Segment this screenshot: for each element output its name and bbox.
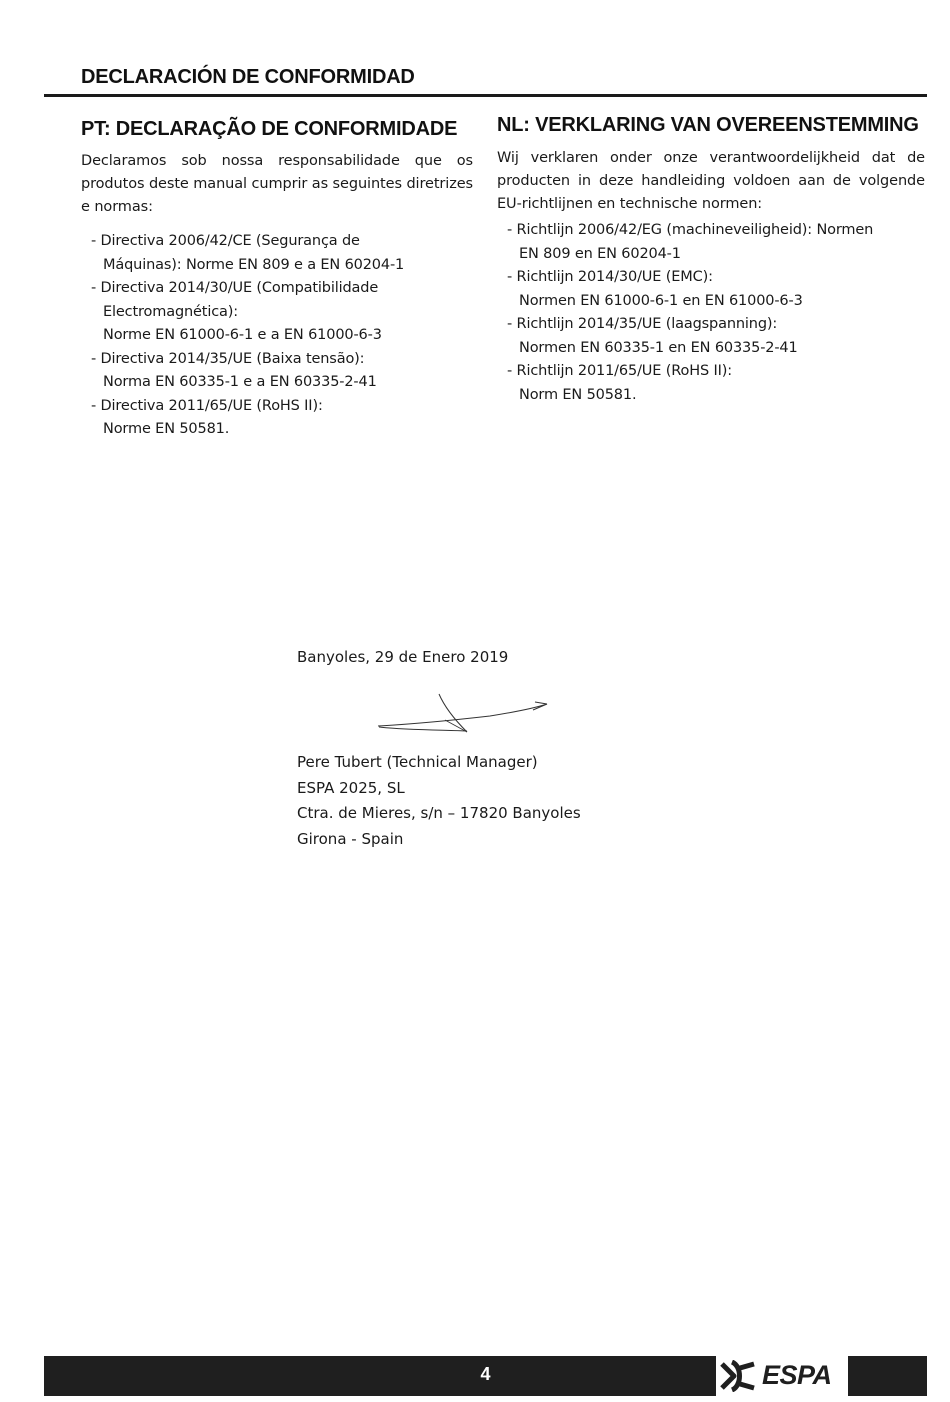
directive-line: - Directiva 2014/30/UE (Compatibilidade [91,280,379,296]
handwritten-signature [375,690,555,738]
directive-norms: Normen EN 61000-6-1 en EN 61000-6-3 [519,292,803,309]
pt-declaration [81,114,473,442]
nl-title: NL: VERKLARING VAN OVEREENSTEMMING [497,114,919,136]
signer-details [297,750,581,853]
list-item [507,266,925,313]
company-address: Ctra. de Mieres, s/n – 17820 Banyoles [297,804,581,823]
list-item [507,360,925,407]
directive-line: - Directiva 2006/42/CE (Segurança de [91,233,360,249]
directive-norms: Norm EN 50581. [519,386,637,403]
company-name: ESPA 2025, SL [297,778,405,797]
directive-norms: EN 809 en EN 60204-1 [519,245,681,262]
list-item [91,395,473,442]
directive-norms: Norma EN 60335-1 e a EN 60335-2-41 [103,374,377,390]
list-item [507,219,925,266]
directive-line: - Richtlijn 2014/35/UE (laagspanning): [507,316,778,332]
pt-intro: Declaramos sob nossa responsabilidade que os produtos deste manual cumprir as seguintes diretrizes e normas: [81,153,473,215]
directive-norms: Máquinas): Norme EN 809 e a EN 60204-1 [103,256,405,273]
espa-logo-icon [718,1360,758,1392]
nl-intro: Wij verklaren onder onze verantwoordelijkheid dat de producten in deze handleiding voldoen aan de volgende EU-richtlijnen en technische normen: [497,150,925,212]
nl-declaration [497,114,925,407]
list-item [91,348,473,395]
section-title: DECLARACIÓN DE CONFORMIDAD [81,66,415,88]
directive-norms: Norme EN 50581. [103,421,230,437]
directive-norms: Normen EN 60335-1 en EN 60335-2-41 [519,339,798,356]
signer-name: Pere Tubert (Technical Manager) [297,753,538,771]
directive-line: - Richtlijn 2014/30/UE (EMC): [507,269,713,285]
espa-logo [716,1356,848,1396]
place-and-date: Banyoles, 29 de Enero 2019 [297,648,509,666]
logo-text: ESPA [762,1360,832,1390]
directive-line: - Directiva 2014/35/UE (Baixa tensão): [91,350,365,367]
directive-line: - Directiva 2011/65/UE (RoHS II): [91,397,323,414]
directive-line: - Richtlijn 2011/65/UE (RoHS II): [507,363,732,379]
footer-bar [44,1356,927,1396]
nl-directive-list [497,219,925,407]
header-divider [44,94,927,97]
pt-directive-list [81,230,473,442]
company-region: Girona - Spain [297,830,404,849]
list-item [91,277,473,348]
list-item [507,313,925,360]
list-item [91,230,473,277]
directive-norms: Electromagnética): Norme EN 61000-6-1 e a EN 61000-6-3 [103,303,382,343]
directive-line: - Richtlijn 2006/42/EG (machineveiligheid): Normen [507,222,874,238]
pt-title: PT: DECLARAÇÃO DE CONFORMIDADE [81,118,458,140]
page-number: 4 [480,1364,491,1384]
